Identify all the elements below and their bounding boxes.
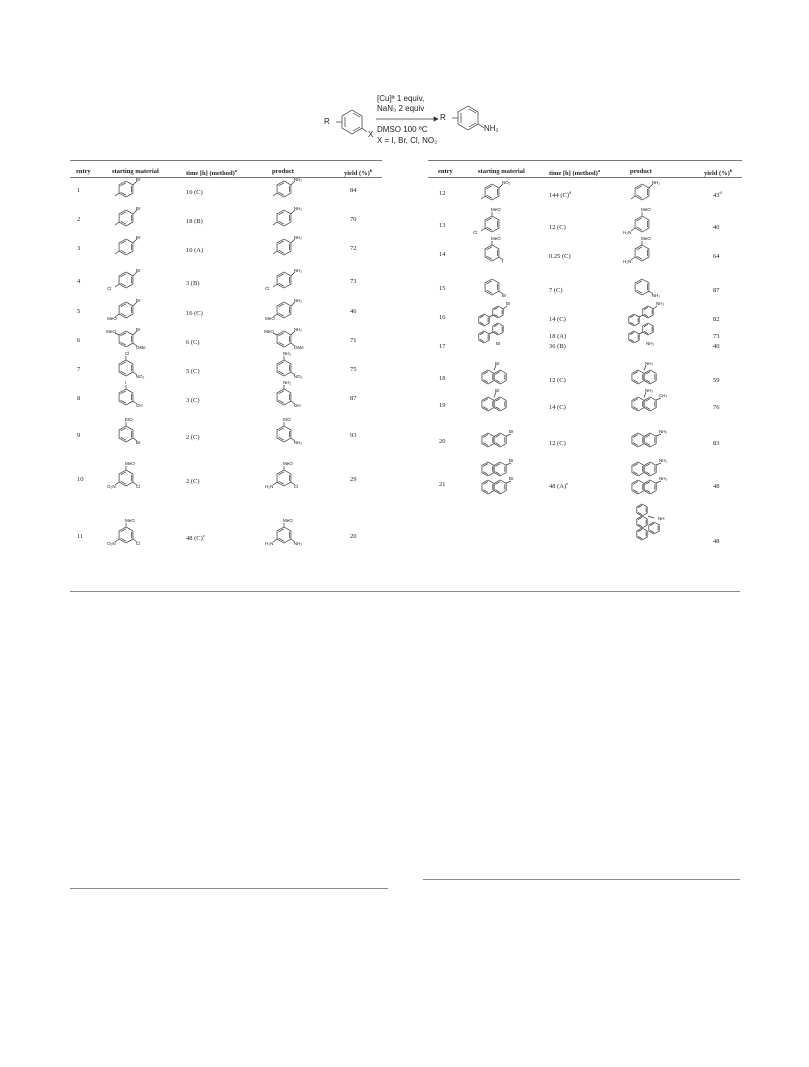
starting-material-structure [474, 271, 518, 301]
substituent-label: NH₂ [659, 458, 668, 463]
product-structure [624, 424, 668, 454]
substituent-label: OH [135, 403, 143, 408]
substituent-label: NH₂ [293, 541, 303, 546]
substituent-label: Cl [135, 484, 141, 489]
reaction-time [549, 375, 566, 384]
yield-value: 93 [350, 432, 357, 439]
substituent-label: OMe [293, 345, 304, 350]
substituent-label: MeO [491, 236, 501, 241]
yield-value: 70 [350, 216, 357, 223]
starting-material-structure [108, 519, 152, 549]
substituent-label: NH₂ [283, 380, 292, 385]
entry-number: 16 [439, 314, 446, 321]
substituent-label: Br [135, 327, 141, 332]
reaction-time-value: 6 (C) [186, 339, 200, 347]
product-structure [266, 352, 310, 382]
substituent-label: NH₂ [293, 206, 303, 211]
product-structure [624, 388, 668, 418]
reaction-arrow [376, 116, 438, 122]
substituent-label: Cl [265, 286, 270, 291]
yield-value: 29 [350, 476, 357, 483]
product-structure [266, 264, 310, 294]
substituent-label: Cl [473, 230, 478, 235]
substituent-label: NH₂ [283, 351, 292, 356]
col-header-entry: entry [438, 168, 453, 175]
reaction-time [549, 251, 571, 260]
starting-material-structure [474, 317, 518, 347]
substituent-label: NH₂ [645, 388, 654, 393]
starting-material-structure [108, 231, 152, 261]
col-header-time [549, 168, 600, 177]
entry-number: 7 [77, 366, 81, 373]
substituent-label: MeO [641, 207, 651, 212]
yield-value: 46 [350, 308, 357, 315]
reaction-time-value: 48 (A) [549, 483, 567, 491]
substituent-label: MeO [125, 518, 135, 523]
starting-material-structure [108, 418, 152, 448]
scheme-x-list: X = I, Br, Cl, NO₂ [377, 136, 438, 145]
reaction-time-value: 16 (C) [186, 310, 203, 318]
substituent-label: NH₂ [656, 301, 665, 306]
yield-number: 76 [713, 404, 720, 412]
col-header-entry: entry [76, 168, 91, 175]
entry-number: 9 [77, 432, 81, 439]
aryl-halide-structure [332, 106, 372, 142]
reaction-time [186, 395, 200, 404]
substituent-label: NH₂ [659, 476, 668, 481]
col-header-product: product [272, 168, 294, 175]
reaction-time [186, 216, 203, 225]
reaction-time-value: 18 (A) [549, 333, 567, 341]
col-header-yield [704, 168, 732, 177]
substituent-label: NH₂ [645, 361, 654, 366]
col-header-starting-material: starting material [478, 168, 525, 175]
entry-number: 19 [439, 402, 446, 409]
substituent-label: MeO [283, 518, 293, 523]
yield-value: 87 [350, 395, 357, 402]
product-structure [628, 500, 672, 544]
substituent-label: MeO [641, 236, 651, 241]
reaction-time [549, 331, 566, 340]
entry-number: 18 [439, 375, 446, 382]
substituent-label: EtO [125, 417, 133, 422]
reaction-time-value: 14 (C) [549, 404, 566, 412]
substituent-label: Br [495, 388, 500, 393]
col-header-starting-material: starting material [112, 168, 159, 175]
reaction-time-value: 16 (C) [186, 189, 203, 197]
col-header-time [186, 168, 237, 177]
entry-number: 15 [439, 285, 446, 292]
reaction-scheme [320, 94, 500, 150]
reaction-time [186, 278, 200, 287]
reaction-time-value: 48 (C) [186, 535, 203, 543]
starting-material-structure [474, 424, 518, 454]
substituent-label: NH₂ [646, 341, 655, 346]
substituent-label: H₂N [265, 541, 274, 546]
entry-number: 21 [439, 481, 446, 488]
substituent-label: OMe [135, 345, 146, 350]
scheme-left-r: R [324, 117, 330, 126]
yield-number: 43 [713, 192, 720, 200]
reaction-time [549, 481, 568, 490]
substituent-label: MeO [107, 316, 117, 321]
yield-value [713, 251, 720, 260]
entry-number: 13 [439, 222, 446, 229]
scheme-reagent-1: [Cu]ª 1 equiv, [377, 94, 425, 103]
substituent-label: O₂N [107, 484, 116, 489]
substituent-label: H₂N [623, 230, 632, 235]
substituent-label: NH₂ [651, 293, 661, 298]
reaction-time-value: 2 (C) [186, 434, 200, 442]
substituent-label: H₂N [623, 259, 632, 264]
entry-number: 17 [439, 343, 446, 350]
yield-value [713, 438, 720, 447]
substituent-label: NO₂ [293, 374, 303, 379]
starting-material-structure [474, 388, 518, 418]
substituent-label: NH₂ [293, 298, 303, 303]
aniline-structure [448, 102, 488, 138]
substituent-label: NH₂ [293, 327, 303, 332]
starting-material-structure [108, 462, 152, 492]
substituent-label: Br [509, 429, 514, 434]
reaction-time-value: 0.25 (C) [549, 253, 571, 261]
product-structure [624, 208, 668, 238]
scheme-right-nh2: NH₂ [484, 124, 499, 133]
product-structure [624, 176, 668, 206]
product-structure [624, 317, 668, 347]
reaction-time [186, 337, 200, 346]
col-header-yield-text: yield (%) [704, 170, 730, 178]
col-header-yield-sup: b [729, 168, 733, 173]
table-bottom-rule [70, 591, 740, 592]
yield-value [713, 481, 720, 490]
yield-value [713, 190, 722, 199]
product-structure [266, 418, 310, 448]
substituent-label: Cl [135, 541, 141, 546]
yield-value: 73 [350, 278, 357, 285]
substituent-label: Br [506, 301, 511, 306]
yield-value [713, 285, 720, 294]
scheme-left-x: X [368, 130, 374, 139]
substituent-label: Br [135, 268, 141, 273]
substituent-label: H₂N [265, 484, 274, 489]
reaction-time [186, 432, 200, 441]
substituent-label: Cl [125, 351, 130, 356]
substituent-label: Br [495, 361, 500, 366]
product-structure [624, 271, 668, 301]
starting-material-structure [108, 352, 152, 382]
substituent-label: MeO [125, 461, 135, 466]
substituent-label: CH₃ [659, 393, 668, 398]
col-header-product: product [630, 168, 652, 175]
yield-value: 20 [350, 533, 357, 540]
scheme-right-r: R [440, 113, 446, 122]
entry-number: 11 [77, 533, 84, 540]
product-structure [624, 361, 668, 391]
substituent-label: Br [135, 206, 141, 211]
substituent-label: Br [135, 177, 141, 182]
yield-value: 75 [350, 366, 357, 373]
yield-footnote: d [719, 190, 722, 195]
col-header-time-text: time [h] (method) [186, 170, 235, 178]
scheme-reagent-2: NaN₃ 2 equiv [377, 104, 425, 113]
entry-number: 20 [439, 438, 446, 445]
starting-material-structure [108, 323, 152, 353]
substituent-label: I [125, 380, 127, 385]
substituent-label: EtO [283, 417, 291, 422]
substituent-label: MeO [491, 207, 501, 212]
reaction-time-value: 3 (C) [186, 397, 200, 405]
yield-number: 83 [713, 440, 720, 448]
substituent-label: NH₂ [293, 440, 303, 445]
substituent-label: NH₂ [293, 177, 303, 182]
yield-number: 64 [713, 253, 720, 261]
starting-material-structure [474, 471, 518, 501]
reaction-time [549, 438, 566, 447]
reaction-time-value: 14 (C) [549, 316, 566, 324]
yield-value [713, 402, 720, 411]
reaction-time-value: 144 (C) [549, 192, 570, 200]
product-structure [266, 202, 310, 232]
substituent-label: MeO [265, 316, 275, 321]
substituent-label: Cl [107, 286, 112, 291]
substituent-label: NH [658, 516, 665, 521]
footnote-rule-right [423, 879, 740, 880]
reaction-time [186, 366, 200, 375]
reaction-time [186, 308, 203, 317]
reaction-time-value: 2 (C) [186, 478, 200, 486]
footnote-rule-left [70, 888, 388, 889]
entry-number: 2 [77, 216, 81, 223]
substituent-label: Br [501, 293, 507, 298]
entry-number: 5 [77, 308, 81, 315]
product-structure [266, 462, 310, 492]
product-structure [266, 381, 310, 411]
substituent-label: MeO [283, 461, 293, 466]
col-header-time-sup: a [234, 168, 237, 173]
entry-number: 8 [77, 395, 81, 402]
entry-number: 14 [439, 251, 446, 258]
reaction-time [186, 187, 203, 196]
starting-material-structure [108, 264, 152, 294]
substituent-label: Br [135, 440, 141, 445]
starting-material-structure [108, 173, 152, 203]
starting-material-structure [474, 237, 518, 267]
reaction-time-footnote: e [566, 481, 569, 486]
col-header-yield-text: yield (%) [344, 170, 370, 178]
substituent-label: NH₂ [293, 235, 303, 240]
reaction-time-value: 12 (C) [549, 377, 566, 385]
reaction-time [186, 476, 200, 485]
reaction-time [549, 314, 566, 323]
substituent-label: NO₂ [135, 374, 145, 379]
product-structure [624, 237, 668, 267]
reaction-time-value: 3 (B) [186, 280, 200, 288]
col-header-yield-sup: b [369, 168, 373, 173]
entry-number: 1 [77, 187, 81, 194]
yield-value [713, 314, 720, 323]
entry-number: 3 [77, 245, 81, 252]
substituent-label: Br [509, 458, 514, 463]
yield-value [713, 331, 720, 340]
entry-number: 10 [77, 476, 84, 483]
starting-material-structure [108, 294, 152, 324]
substituent-label: Br [135, 235, 141, 240]
yield-value: 48 [713, 538, 720, 545]
substituent-label: NH₂ [651, 180, 661, 185]
starting-material-structure [474, 208, 518, 238]
starting-material-structure [108, 202, 152, 232]
product-structure [624, 471, 668, 501]
yield-value: 71 [350, 337, 357, 344]
substituent-label: NH₂ [293, 268, 303, 273]
reaction-time [549, 222, 566, 231]
reaction-time-value: 10 (A) [186, 247, 204, 255]
starting-material-structure [474, 176, 518, 206]
yield-value: 84 [350, 187, 357, 194]
yield-number: 48 [713, 483, 720, 491]
yield-value [713, 222, 720, 231]
yield-number: 59 [713, 377, 720, 385]
yield-value: 40 [713, 343, 720, 350]
reaction-time-value: 18 (B) [186, 218, 203, 226]
substituent-label: I [501, 259, 504, 264]
starting-material-structure [108, 381, 152, 411]
substituent-label: Br [135, 298, 141, 303]
reaction-time-value: 12 (C) [549, 224, 566, 232]
scheme-solvent: DMSO 100 ºC [377, 125, 428, 134]
col-header-yield [344, 168, 372, 177]
substituent-label: Cl [293, 484, 299, 489]
substituent-label: NH₂ [659, 429, 668, 434]
substituent-label: Br [496, 341, 501, 346]
product-structure [266, 173, 310, 203]
substituent-label: Br [509, 476, 514, 481]
reaction-time-value: 7 (C) [549, 287, 563, 295]
product-structure [266, 294, 310, 324]
product-structure [266, 323, 310, 353]
substituent-label: O₂N [107, 541, 116, 546]
reaction-time-value: 12 (C) [549, 440, 566, 448]
substituent-label: MeO [264, 329, 274, 334]
reaction-time-value: 5 (C) [186, 368, 200, 376]
yield-number: 87 [713, 287, 720, 295]
col-header-time-text: time [h] (method) [549, 170, 598, 178]
yield-value: 72 [350, 245, 357, 252]
entry-number: 4 [77, 278, 81, 285]
reaction-time [549, 402, 566, 411]
product-structure [266, 231, 310, 261]
yield-number: 82 [713, 316, 720, 324]
product-structure [266, 519, 310, 549]
yield-number: 40 [713, 224, 720, 232]
substituent-label: MeO [106, 329, 116, 334]
entry-number: 6 [77, 337, 81, 344]
yield-number: 73 [713, 333, 720, 341]
reaction-time [549, 285, 563, 294]
reaction-time [549, 190, 571, 199]
yield-value [713, 375, 720, 384]
col-header-time-sup: a [597, 168, 600, 173]
reaction-time-footnote: d [569, 190, 572, 195]
reaction-time [186, 533, 205, 542]
substituent-label: OH [293, 403, 301, 408]
entry-number: 12 [439, 190, 446, 197]
reaction-time-footnote: c [202, 533, 205, 538]
substituent-label: NO₂ [501, 180, 511, 185]
reaction-time-value: 36 (B) [549, 343, 566, 350]
starting-material-structure [474, 361, 518, 391]
reaction-time [186, 245, 203, 254]
